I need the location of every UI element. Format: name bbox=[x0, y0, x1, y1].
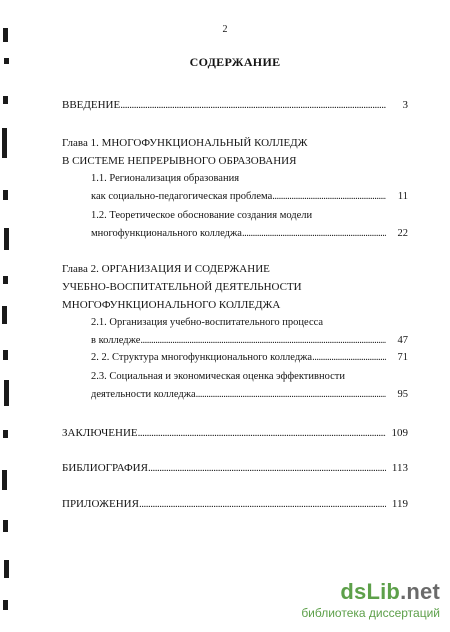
toc-entry-section-1-2 bbox=[91, 227, 408, 241]
toc-entry-bibliography bbox=[62, 461, 408, 475]
toc-leader-dots bbox=[196, 388, 386, 402]
toc-entry-section-1-1 bbox=[91, 190, 408, 204]
toc-page-number: 22 bbox=[397, 228, 408, 239]
toc-leader-dots bbox=[148, 461, 386, 475]
toc-entry-section-2-1 bbox=[91, 334, 408, 348]
chapter1-heading-line1: Глава 1. МНОГОФУНКЦИОНАЛЬНЫЙ КОЛЛЕДЖ bbox=[62, 137, 308, 149]
page-number: 2 bbox=[222, 24, 228, 35]
toc-entry-text: ЗАКЛЮЧЕНИЕ bbox=[62, 427, 138, 439]
toc-entry-text: БИБЛИОГРАФИЯ bbox=[62, 462, 148, 474]
toc-leader-dots bbox=[242, 227, 386, 241]
toc-page-number: 109 bbox=[391, 427, 408, 439]
toc-entry-conclusion bbox=[62, 426, 408, 440]
toc-entry-section-2-3 bbox=[91, 388, 408, 402]
watermark-tld: .net bbox=[400, 579, 440, 604]
toc-entry-appendices bbox=[62, 497, 408, 511]
toc-leader-dots bbox=[140, 334, 386, 348]
chapter2-heading-line2: УЧЕБНО-ВОСПИТАТЕЛЬНОЙ ДЕЯТЕЛЬНОСТИ bbox=[62, 281, 302, 293]
toc-page-number: 3 bbox=[402, 99, 408, 111]
watermark-subtitle: библиотека диссертаций bbox=[301, 606, 440, 620]
section-1-2-line1: 1.2. Теоретическое обоснование создания модели bbox=[91, 210, 313, 221]
toc-entry-section-2-2 bbox=[91, 351, 408, 365]
page-title: СОДЕРЖАНИЕ bbox=[189, 55, 281, 69]
toc-entry-text: ПРИЛОЖЕНИЯ bbox=[62, 498, 139, 510]
toc-leader-dots bbox=[138, 426, 386, 440]
toc-page-number: 47 bbox=[397, 335, 408, 346]
toc-entry-text: ВВЕДЕНИЕ bbox=[62, 99, 121, 111]
scan-edge-marks bbox=[0, 0, 16, 632]
chapter2-heading-line1: Глава 2. ОРГАНИЗАЦИЯ И СОДЕРЖАНИЕ bbox=[62, 263, 270, 275]
toc-page-number: 95 bbox=[397, 389, 408, 400]
toc-leader-dots bbox=[139, 497, 386, 511]
toc-leader-dots bbox=[272, 190, 386, 204]
toc-entry-text: деятельности колледжа bbox=[91, 389, 196, 400]
section-1-1-line1: 1.1. Регионализация образования bbox=[91, 173, 240, 184]
chapter1-heading-line2: В СИСТЕМЕ НЕПРЕРЫВНОГО ОБРАЗОВАНИЯ bbox=[62, 155, 297, 167]
toc-page-number: 113 bbox=[391, 462, 408, 474]
toc-entry-text: многофункционального колледжа bbox=[91, 228, 242, 239]
watermark-logo bbox=[301, 580, 440, 604]
toc-leader-dots bbox=[312, 351, 386, 365]
watermark-brand: dsLib bbox=[340, 579, 401, 604]
toc-entry-text: как социально-педагогическая проблема bbox=[91, 191, 273, 202]
chapter2-heading-line3: МНОГОФУНКЦИОНАЛЬНОГО КОЛЛЕДЖА bbox=[62, 299, 281, 311]
toc-leader-dots bbox=[120, 98, 386, 112]
dslib-watermark bbox=[301, 580, 440, 620]
toc-page-number: 11 bbox=[397, 191, 408, 202]
section-2-1-line1: 2.1. Организация учебно-воспитательного процесса bbox=[91, 317, 324, 328]
toc-entry-text: в колледже bbox=[91, 335, 141, 346]
toc-entry-text: 2. 2. Структура многофункционального колледжа bbox=[91, 352, 313, 363]
toc-page-number: 119 bbox=[391, 498, 408, 510]
toc-entry-intro bbox=[62, 98, 408, 112]
toc-page-number: 71 bbox=[397, 352, 408, 363]
section-2-3-line1: 2.3. Социальная и экономическая оценка эффективности bbox=[91, 371, 345, 382]
